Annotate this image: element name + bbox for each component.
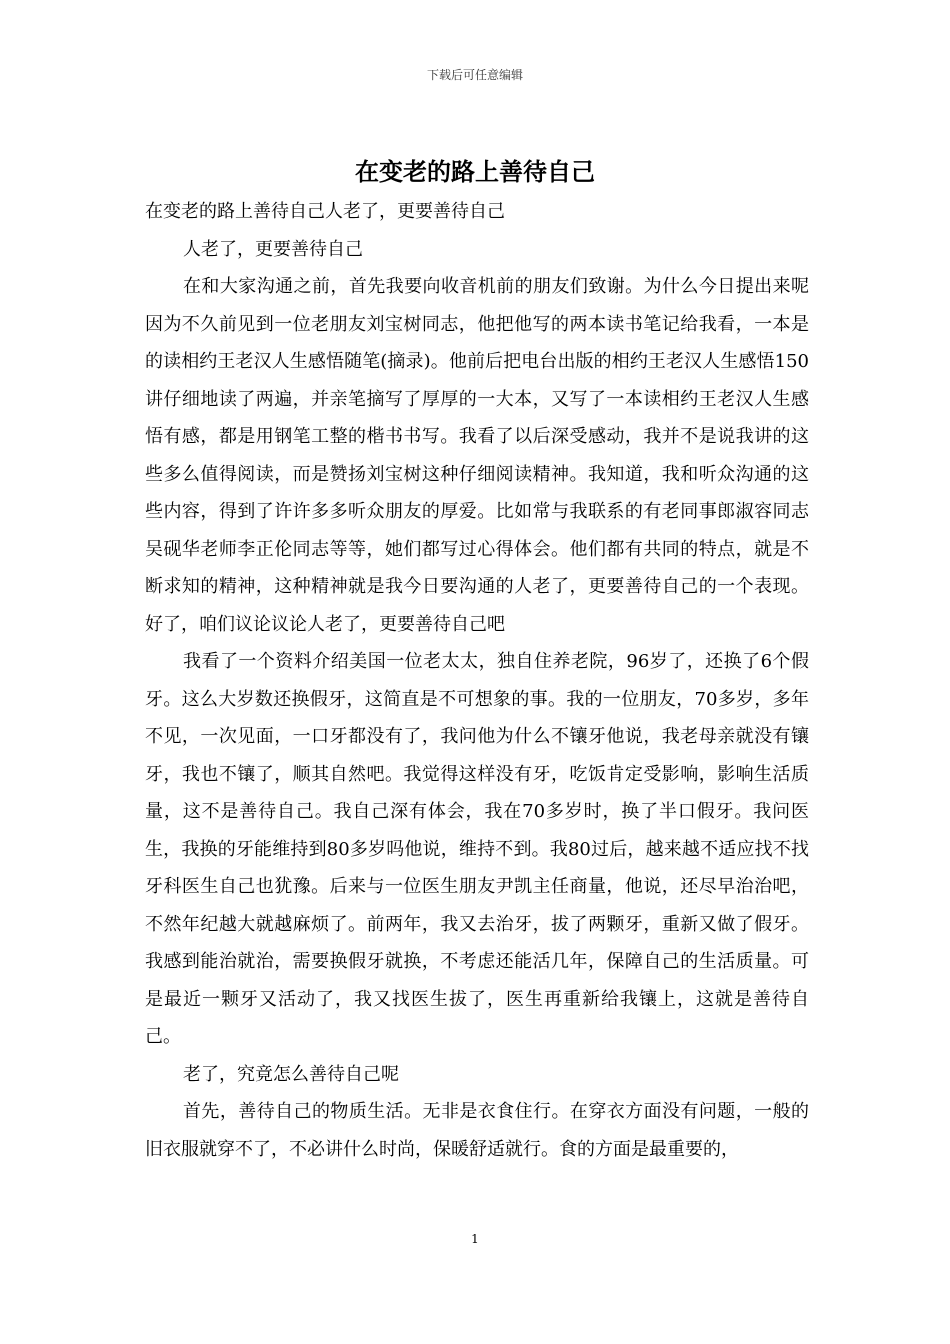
document-body [145,193,809,1168]
page-number: 1 [471,1232,479,1246]
document-title: 在变老的路上善待自己 [355,157,595,186]
paragraph-heading: 人老了，更要善待自己 [183,238,363,260]
paragraph: 首先，善待自己的物质生活。无非是衣食住行。在穿衣方面没有问题，一般的旧衣服就穿不了，不必讲什么时尚，保暖舒适就行。食的方面是最重要的， [145,1101,809,1160]
paragraph-heading: 老了，究竟怎么善待自己呢 [183,1063,399,1085]
page-header-note: 下载后可任意编辑 [426,68,523,82]
paragraph: 在和大家沟通之前，首先我要向收音机前的朋友们致谢。为什么今日提出来呢因为不久前见到一位老朋友刘宝树同志，他把他写的两本读书笔记给我看，一本是的读相约王老汉人生感悟随笔(摘录)。他前后把电台出版的相约王老汉人生感悟150讲仔细地读了两遍，并亲笔摘写了厚厚的一大本，又写了一本读相约王老汉人生感悟有感，都是用钢笔工整的楷书书写。我看了以后深受感动，我并不是说我讲的这些多么值得阅读，而是赞扬刘宝树这种仔细阅读精神。我知道，我和听众沟通的这些内容，得到了许许多多听众朋友的厚爱。比如常与我联系的有老同事郎淑容同志吴砚华老师李正伦同志等等，她们都写过心得体会。他们都有共同的特点，就是不断求知的精神，这种精神就是我今日要沟通的人老了，更要善待自己的一个表现。好了，咱们议论议论人老了，更要善待自己吧 [145,276,809,635]
paragraph-subtitle-line: 在变老的路上善待自己人老了，更要善待自己 [145,201,505,222]
paragraph: 我看了一个资料介绍美国一位老太太，独自住养老院，96岁了，还换了6个假牙。这么大岁数还换假牙，这简直是不可想象的事。我的一位朋友，70多岁，多年不见，一次见面，一口牙都没有了，我问他为什么不镶牙他说，我老母亲就没有镶牙，我也不镶了，顺其自然吧。我觉得这样没有牙，吃饭肯定受影响，影响生活质量，这不是善待自己。我自己深有体会，我在70多岁时，换了半口假牙。我问医生，我换的牙能维持到80多岁吗他说，维持不到。我80过后，越来越不适应找不找牙科医生自己也犹豫。后来与一位医生朋友尹凯主任商量，他说，还尽早治治吧，不然年纪越大就越麻烦了。前两年，我又去治牙，拔了两颗牙，重新又做了假牙。我感到能治就治，需要换假牙就换，不考虑还能活几年，保障自己的生活质量。可是最近一颗牙又活动了，我又找医生拔了，医生再重新给我镶上，这就是善待自己。 [145,651,809,1047]
